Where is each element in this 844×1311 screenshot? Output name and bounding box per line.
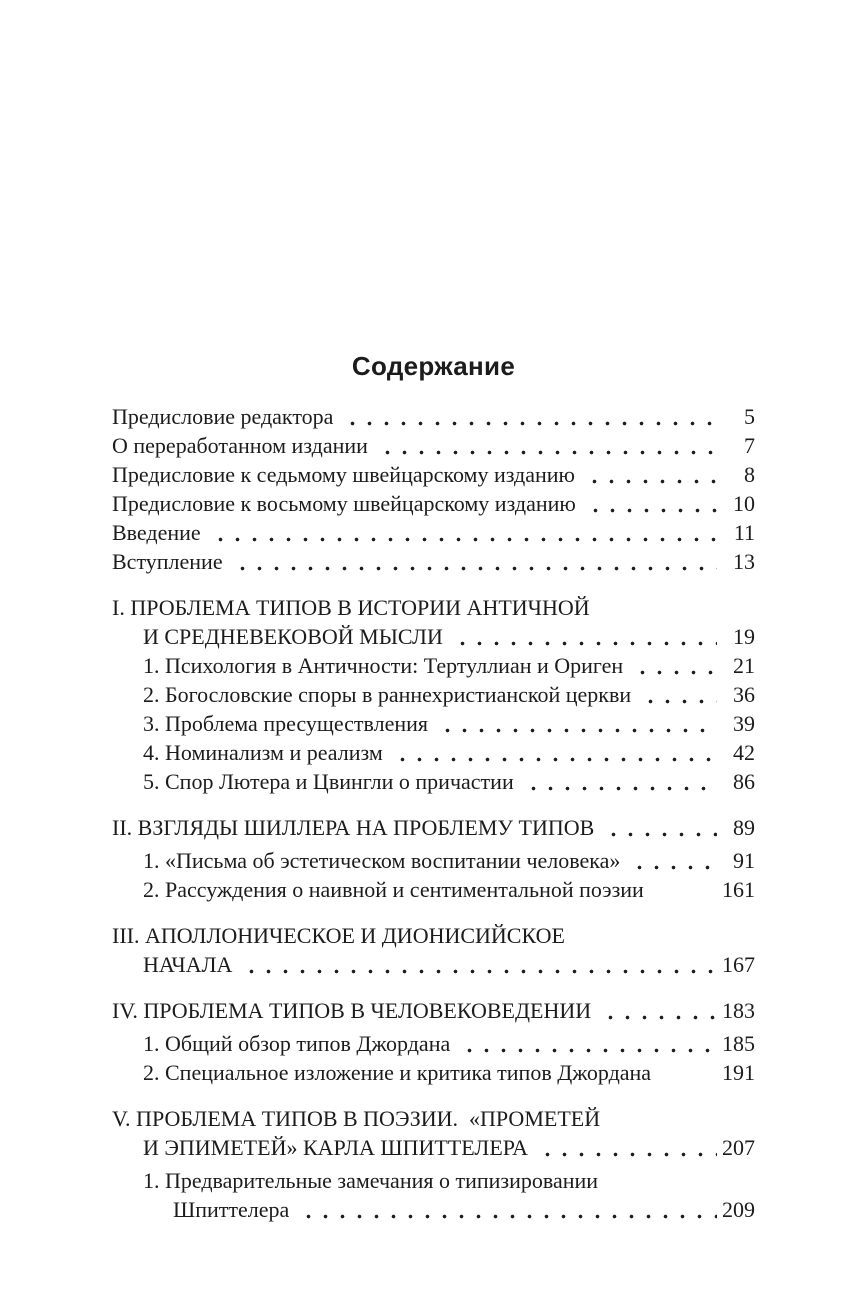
toc-page-number: 183 bbox=[722, 998, 755, 1023]
toc-entry-label: Предисловие к восьмому швейцарскому изданию bbox=[112, 491, 576, 516]
toc-page-number: 13 bbox=[733, 549, 755, 574]
toc-page-number: 89 bbox=[733, 815, 755, 840]
toc-entry-label: 4. Номинализм и реализм bbox=[143, 740, 383, 765]
dot-leader bbox=[602, 832, 717, 837]
toc-entry bbox=[112, 1029, 755, 1058]
toc-page-number: 42 bbox=[733, 740, 755, 765]
toc-entry bbox=[112, 1058, 755, 1087]
toc-entry bbox=[112, 1166, 755, 1195]
toc-entry bbox=[112, 651, 755, 680]
toc-entry bbox=[112, 547, 755, 576]
toc-entry bbox=[112, 846, 755, 875]
toc-entry-label: 2. Специальное изложение и критика типов Джордана bbox=[143, 1060, 652, 1085]
toc-entry-label: Предисловие к седьмому швейцарскому изданию bbox=[112, 462, 575, 487]
toc-page-number: 21 bbox=[733, 653, 755, 678]
toc-entry-label: И ЭПИМЕТЕЙ» КАРЛА ШПИТТЕЛЕРА bbox=[143, 1135, 529, 1160]
toc-entry bbox=[112, 767, 755, 796]
toc-entry-label: НАЧАЛА bbox=[143, 952, 233, 977]
dot-leader bbox=[628, 865, 717, 870]
toc-entry-label: 1. «Письма об эстетическом воспитании человека» bbox=[143, 848, 621, 873]
dot-leader bbox=[583, 479, 717, 484]
toc-page-number: 91 bbox=[733, 848, 755, 873]
toc-entry-label: Введение bbox=[112, 520, 201, 545]
toc-entry-label: 1. Предварительные замечания о типизировании bbox=[143, 1168, 599, 1193]
toc-entry-label: 2. Рассуждения о наивной и сентиментальной поэзии bbox=[143, 877, 644, 902]
dot-leader bbox=[451, 641, 717, 646]
toc-chapter-heading bbox=[112, 813, 755, 842]
toc-entry bbox=[112, 518, 755, 547]
toc-page-number: 36 bbox=[733, 682, 755, 707]
dot-leader bbox=[240, 969, 717, 974]
dot-leader bbox=[522, 786, 717, 791]
toc-entry bbox=[112, 460, 755, 489]
toc-entry-label: О переработанном издании bbox=[112, 433, 368, 458]
toc-page-number: 10 bbox=[733, 491, 755, 516]
toc-page-number: 39 bbox=[733, 711, 755, 736]
toc-page-number: 11 bbox=[733, 520, 755, 545]
toc-entry bbox=[112, 431, 755, 460]
toc-page-number: 167 bbox=[722, 952, 755, 977]
toc-entry bbox=[112, 738, 755, 767]
dot-leader bbox=[458, 1048, 717, 1053]
leader-spacer bbox=[659, 1077, 717, 1082]
leader-spacer bbox=[652, 894, 717, 899]
toc-entry-label: III. АПОЛЛОНИЧЕСКОЕ И ДИОНИСИЙСКОЕ bbox=[112, 923, 565, 948]
dot-leader bbox=[297, 1214, 717, 1219]
dot-leader bbox=[584, 508, 717, 513]
dot-leader bbox=[536, 1152, 717, 1157]
toc-chapter-heading bbox=[112, 996, 755, 1025]
toc-entry bbox=[112, 709, 755, 738]
toc-entry-label: Предисловие редактора bbox=[112, 404, 334, 429]
toc-page-number: 191 bbox=[722, 1060, 755, 1085]
toc-entry bbox=[112, 402, 755, 431]
dot-leader bbox=[436, 728, 717, 733]
toc-entry-label: 1. Психология в Античности: Тертуллиан и Ориген bbox=[143, 653, 624, 678]
toc-entry bbox=[112, 489, 755, 518]
dot-leader bbox=[391, 757, 717, 762]
toc-chapter-heading-continuation bbox=[112, 950, 755, 979]
toc-list bbox=[112, 402, 755, 1224]
toc-entry-label: Вступление bbox=[112, 549, 223, 574]
dot-leader bbox=[341, 421, 717, 426]
toc-entry-label: И СРЕДНЕВЕКОВОЙ МЫСЛИ bbox=[143, 624, 443, 649]
dot-leader bbox=[231, 566, 717, 571]
toc-page-number: 7 bbox=[744, 433, 755, 458]
toc-chapter-heading-continuation bbox=[112, 622, 755, 651]
toc-page-number: 8 bbox=[744, 462, 755, 487]
page-title: Содержание bbox=[351, 351, 516, 381]
toc-entry-label: 3. Проблема пресуществления bbox=[143, 711, 429, 736]
toc-entry-label: 1. Общий обзор типов Джордана bbox=[143, 1031, 451, 1056]
dot-leader bbox=[599, 1015, 717, 1020]
toc-page-number: 5 bbox=[744, 404, 755, 429]
toc-chapter-heading-continuation bbox=[112, 1133, 755, 1162]
dot-leader bbox=[376, 450, 717, 455]
toc-entry-label: I. ПРОБЛЕМА ТИПОВ В ИСТОРИИ АНТИЧНОЙ bbox=[112, 595, 590, 620]
dot-leader bbox=[631, 670, 717, 675]
toc-entry-label: II. ВЗГЛЯДЫ ШИЛЛЕРА НА ПРОБЛЕМУ ТИПОВ bbox=[112, 815, 595, 840]
toc-chapter-heading bbox=[112, 921, 755, 950]
toc-entry bbox=[112, 875, 755, 904]
toc-chapter-heading bbox=[112, 1104, 755, 1133]
toc-page-number: 161 bbox=[722, 877, 755, 902]
dot-leader bbox=[639, 699, 717, 704]
toc-page-number: 209 bbox=[722, 1197, 755, 1222]
toc-entry-label: 5. Спор Лютера и Цвингли о причастии bbox=[143, 769, 514, 794]
toc-entry-label: Шпиттелера bbox=[173, 1197, 290, 1222]
toc-entry-label: IV. ПРОБЛЕМА ТИПОВ В ЧЕЛОВЕКОВЕДЕНИИ bbox=[112, 998, 592, 1023]
toc-entry bbox=[112, 680, 755, 709]
toc-chapter-heading bbox=[112, 593, 755, 622]
toc-page-number: 86 bbox=[733, 769, 755, 794]
toc-page-number: 19 bbox=[733, 624, 755, 649]
toc-entry-label: V. ПРОБЛЕМА ТИПОВ В ПОЭЗИИ. «ПРОМЕТЕЙ bbox=[112, 1106, 601, 1131]
toc-page-number: 185 bbox=[722, 1031, 755, 1056]
toc-entry-label: 2. Богословские споры в раннехристианской церкви bbox=[143, 682, 632, 707]
dot-leader bbox=[209, 537, 717, 542]
toc-entry-continuation bbox=[112, 1195, 755, 1224]
toc-page-number: 207 bbox=[722, 1135, 755, 1160]
